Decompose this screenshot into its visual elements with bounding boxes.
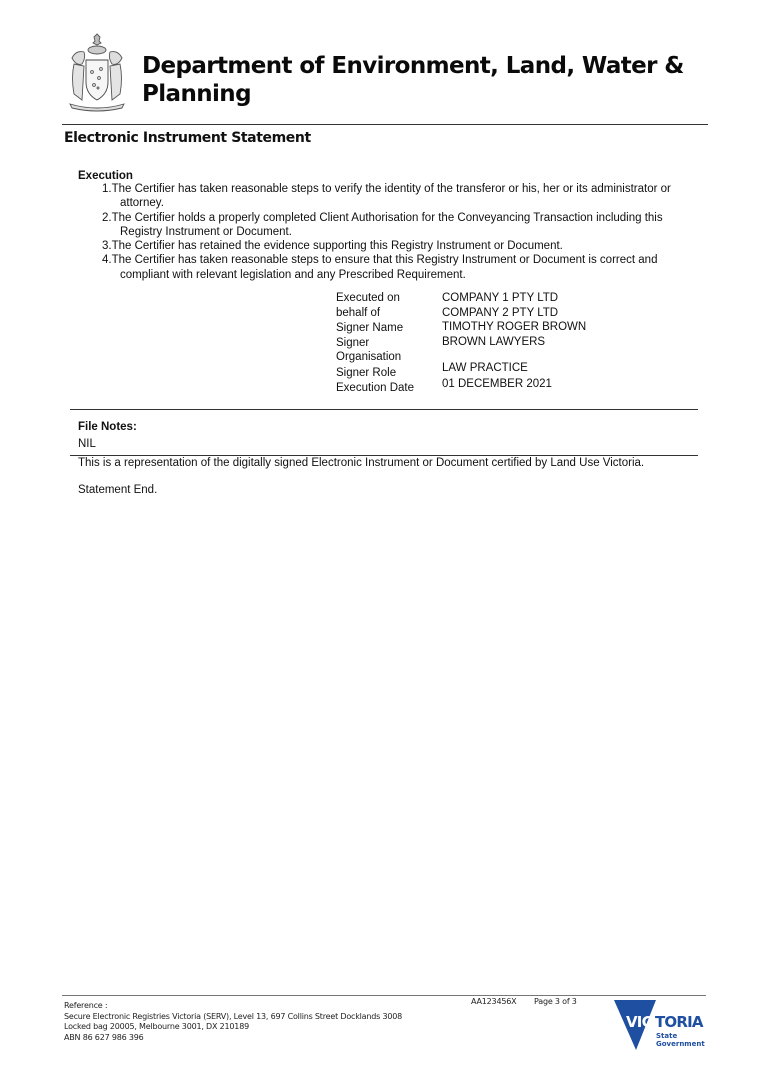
page-number: Page 3 of 3 <box>534 997 577 1006</box>
behalf-of-label: behalf of <box>336 307 381 319</box>
victoria-coat-of-arms-icon <box>64 30 130 112</box>
signer-org-label-2: Organisation <box>336 351 402 363</box>
file-notes-value: NIL <box>78 438 96 450</box>
footer-divider <box>62 995 706 996</box>
executed-on-value-1: COMPANY 1 PTY LTD <box>442 292 559 304</box>
victoria-state-government-logo-icon <box>612 998 708 1052</box>
signer-org-label: Signer <box>336 337 370 349</box>
file-notes-heading: File Notes: <box>78 421 137 433</box>
signer-role-value: LAW PRACTICE <box>442 362 528 374</box>
signer-org-value: BROWN LAWYERS <box>442 336 546 348</box>
execution-item: 2.The Certifier holds a properly completed Client Authorisation for the Conveyancing Transaction including this Registry Instrument or Document. <box>102 211 663 238</box>
execution-item: 1.The Certifier has taken reasonable steps to verify the identity of the transferor or his, her or its administrator or attorney. <box>102 183 671 210</box>
signer-name-label: Signer Name <box>336 322 404 334</box>
department-title: Department of Environment, Land, Water & Planning <box>142 53 684 107</box>
svg-text:TORIA: TORIA <box>655 1013 703 1031</box>
svg-text:State: State <box>656 1032 678 1040</box>
execution-list <box>102 182 702 282</box>
signer-role-label: Signer Role <box>336 367 397 379</box>
executed-on-label: Executed on <box>336 292 400 304</box>
statement-end: Statement End. <box>78 484 158 496</box>
footer-reference: Reference : Secure Electronic Registries Victoria (SERV), Level 13, 697 Collins Street Docklands 3008 Locked bag 20005, Melbourne 3001, DX 210189 ABN 86 627 986 396 <box>64 1001 403 1042</box>
svg-text:VIC: VIC <box>626 1013 652 1031</box>
document-id: AA123456X <box>471 997 517 1006</box>
statement-title: Electronic Instrument Statement <box>64 130 311 146</box>
svg-text:Government: Government <box>656 1040 705 1048</box>
execution-date-value: 01 DECEMBER 2021 <box>442 378 552 390</box>
signer-name-value: TIMOTHY ROGER BROWN <box>442 321 587 333</box>
section-divider <box>70 409 698 410</box>
file-notes-divider <box>70 455 698 456</box>
executed-on-value-2: COMPANY 2 PTY LTD <box>442 307 559 319</box>
execution-heading: Execution <box>78 170 133 182</box>
execution-item: 4.The Certifier has taken reasonable steps to ensure that this Registry Instrument or Document is correct and compliant with relevant legislation and any Prescribed Requirement. <box>102 254 658 281</box>
execution-item: 3.The Certifier has retained the evidence supporting this Registry Instrument or Document. <box>102 240 563 253</box>
execution-date-label: Execution Date <box>336 382 414 394</box>
header-divider <box>62 124 708 125</box>
representation-text: This is a representation of the digitally signed Electronic Instrument or Document certified by Land Use Victoria. <box>78 457 645 469</box>
